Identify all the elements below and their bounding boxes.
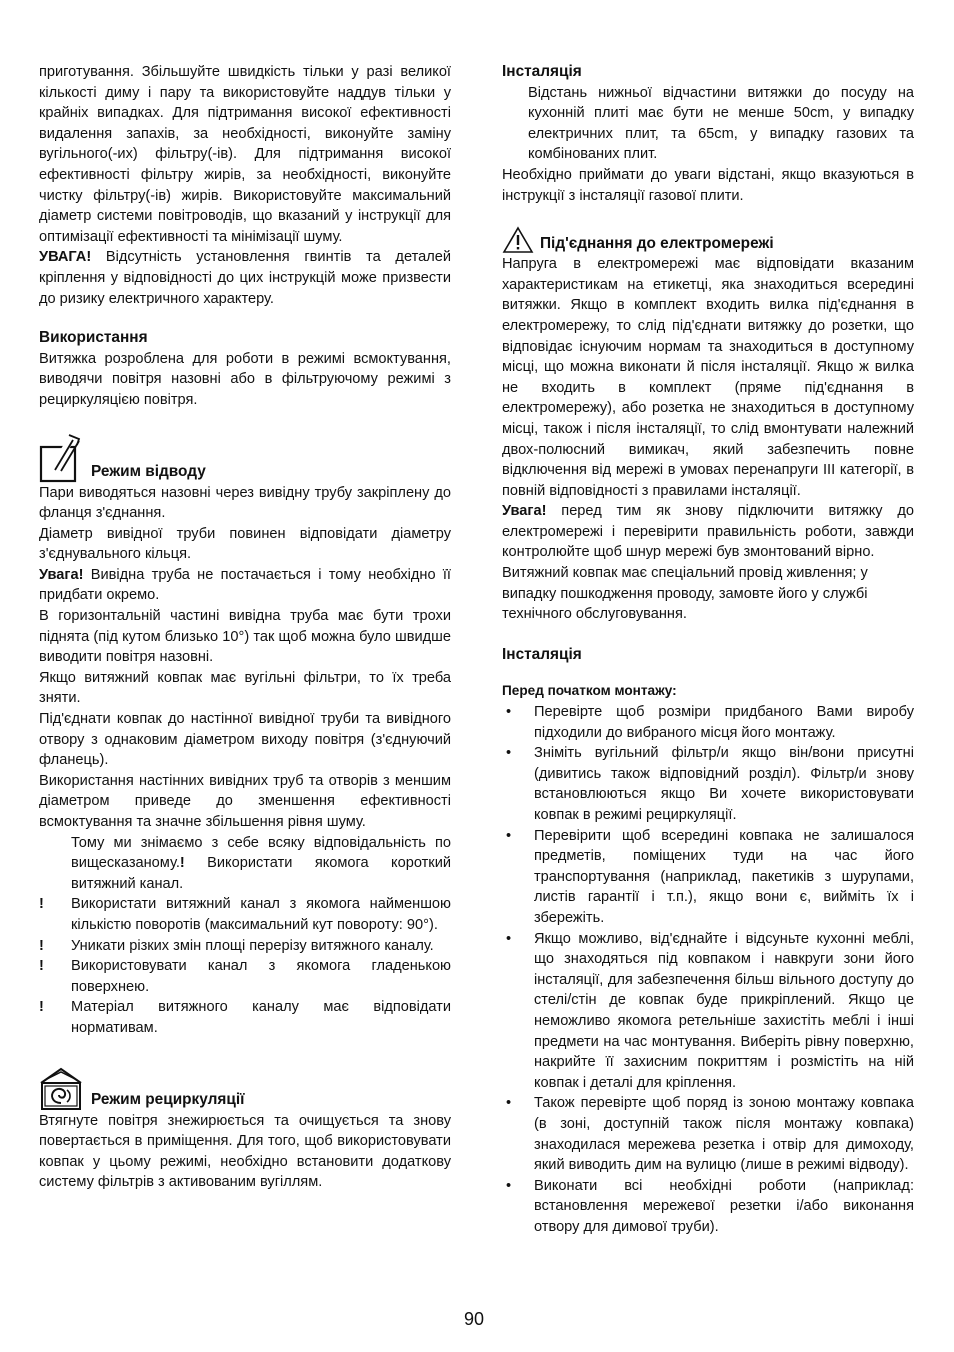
- before-item: [502, 1093, 914, 1175]
- before-item-text: Також перевірте щоб поряд із зоною монтажу ковпака (в зоні, доступній також після монтажу ковпака) знаходилася мережева резетка і отвір для димоходу, який виводить дим на вулицю (лише в режимі відводу).: [534, 1095, 914, 1174]
- exhaust-attention-text: Вивідна труба не постачається і тому необхідно її придбати окремо.: [39, 566, 451, 604]
- bullet-mark: •: [506, 704, 512, 721]
- before-item-text: Зніміть вугільний фільтр/и якщо він/вони присутні (дивитись також відповідний розділ). Фільтр/и знову встановлюються якщо Ви хочете використовувати ковпак в режимі рециркуляції.: [534, 745, 914, 823]
- exhaust-p4: Якщо витяжний ковпак має вугільні фільтри, то їх треба зняти.: [39, 669, 451, 707]
- before-item: [502, 826, 914, 929]
- before-item-text: Перевірити щоб всередині ковпака не залишалося предметів, поміщених туди на час його транспортування (наприклад, пакетиків з шурупами, листів гарантії і т.п.), якщо вони є, вийміть їх і збережіть.: [534, 827, 914, 926]
- before-mount-heading: Перед початком монтажу:: [502, 683, 677, 699]
- exhaust-item-text: Уникати різких змін площі перерізу витяжного каналу.: [71, 937, 434, 954]
- exhaust-item: [39, 936, 451, 957]
- bullet-mark: •: [506, 745, 512, 762]
- bullet-mark: •: [506, 1095, 512, 1112]
- before-item: [502, 702, 914, 743]
- recirc-heading: Режим рециркуляції: [91, 1090, 245, 1108]
- before-item-text: Якщо можливо, від'єднайте і відсуньте кухонні меблі, що знаходяться під ковпаком і навкруги зони його інсталяції, для забезпечення більш вільного доступу до стелі/стін де ковпак буде прикріплений. Якщо це неможливо якомога ретельніше захистіть меблі і інші предмети на час монтування. Виберіть рівну поверхню, накрийте її захисним покриттям і розмістіть на ній ковпак і деталі для кріплення.: [534, 930, 914, 1091]
- exhaust-item-mark: !: [39, 937, 44, 954]
- exhaust-p5: Під'єднати ковпак до настінної вивідної труби та вивідного отвору з однаковим діаметром виходу повітря (з'єднуючий фланець).: [39, 711, 451, 769]
- install-note: Необхідно приймати до уваги відстані, якщо вказуються в інструкції з інсталяції газової плити.: [502, 166, 914, 204]
- before-item: [502, 743, 914, 825]
- exhaust-heading: Режим відводу: [91, 462, 206, 480]
- warning-text: Відсутність установлення гвинтів та деталей кріплення у відповідності до цих інструкцій може призвести до ризику електричного характеру.: [39, 249, 451, 307]
- exhaust-item-text: Матеріал витяжного каналу має відповідати нормативам.: [71, 999, 451, 1036]
- exhaust-item-mark: !: [39, 999, 44, 1016]
- before-item: [502, 929, 914, 1094]
- warning-label: УВАГА!: [39, 249, 92, 266]
- exhaust-attention: [39, 565, 451, 606]
- usage-text: Витяжка розроблена для роботи в режимі всмоктування, виводячи повітря назовні або в фільтруючому режимі з рециркуляцією повітря.: [39, 350, 451, 408]
- exhaust-p1: Пари виводяться назовні через вивідну трубу закріплену до фланця з'єднання.: [39, 484, 451, 522]
- right-column: [502, 62, 914, 1237]
- bullet-mark: •: [506, 930, 512, 947]
- before-item-text: Перевірте щоб розміри придбаного Вами виробу підходили до вибраного місця його монтажу.: [534, 704, 914, 741]
- electric-attention-label: Увага!: [502, 503, 547, 520]
- electric-heading: Під'єднання до електромережі: [540, 234, 774, 252]
- page-number: 90: [464, 1309, 485, 1329]
- exhaust-p7-b: Використати якомога короткий витяжний канал.: [71, 855, 451, 892]
- exhaust-p6: Використання настінних вивідних труб та отворів з меншим діаметром приведе до зменшення ефективності всмоктування та значне збільшення рівня шуму.: [39, 772, 451, 830]
- usage-heading: Використання: [39, 329, 148, 347]
- exhaust-heading-row: [39, 431, 451, 483]
- electric-heading-row: [502, 226, 914, 254]
- exhaust-item: [39, 894, 451, 935]
- exhaust-p2: Діаметр вивідної труби повинен відповідати діаметру з'єднувального кільця.: [39, 525, 451, 563]
- install-heading: Інсталяція: [502, 63, 582, 80]
- exhaust-attention-label: Увага!: [39, 566, 84, 583]
- intro-paragraph: приготування. Збільшуйте швидкість тільки у разі великої кількості диму і пару та використовуйте наддув тільки у крайніх випадках. Для підтримання високої ефективності видалення запахів, за необхідності, виконуйте заміну вугільного(-их) фільтру(-ів). Для підтримання високої ефективності фільтру жирів, за необхідності, виконуйте чистку фільтру(-ів) жирів. Використовуйте максимальний діаметр системи повітроводів, що вказаний у інструкції для оптимізації ефективності та мінімізації шуму.: [39, 64, 451, 245]
- exhaust-item: [39, 997, 451, 1038]
- install-text: Відстань нижньої відчастини витяжки до посуду на кухонній плиті має бути не менше 50cm, у випадку електричних плит, та 65cm, у випадку газових та комбінованих плит.: [528, 84, 914, 163]
- exhaust-p3: В горизонтальній частині вивідна труба має бути трохи піднята (під кутом близько 10°) так щоб можна було швидше виводити повітря назовні.: [39, 608, 451, 666]
- warning-paragraph: [39, 247, 451, 309]
- electric-text: Напруга в електромережі має відповідати вказаним характеристикам на етикетці, яка знаходиться всередині витяжки. Якщо в комплект входить вилка під'єднання в електромережу, то слід під'єднати витяжку до розетки, що відповідає існуючим нормам та знаходиться в доступному місці, що можна виконати й після інсталяції. Якщо ж вилка не входить в комплект (пряме під'єднання в електромережу), або розетка не знаходиться в доступному місці, також і після інсталяції, то слід вмонтувати належний двох-полюсний вимикач, який забезпечить повне відключення від мережі в умовах перенапруги III категорії, в повній відповідності з правилами інсталяції.: [502, 256, 914, 499]
- exhaust-p7-a: Тому ми знімаємо з себе всяку відповідальність по вищесказаному.: [71, 834, 451, 872]
- exhaust-p7-mark: !: [179, 855, 185, 872]
- exhaust-p7: [39, 833, 451, 895]
- exhaust-item-text: Використовувати канал з якомога гладенькою поверхнею.: [71, 958, 451, 995]
- install2-heading: Інсталяція: [502, 645, 582, 663]
- exhaust-item-mark: !: [39, 958, 44, 975]
- warning-triangle-icon: [502, 226, 534, 254]
- electric-cable-text: Витяжний ковпак має спеціальний провід живлення; у випадку пошкодження проводу, замовте його у службі технічного обслуговування.: [502, 565, 868, 623]
- exhaust-item-mark: !: [39, 896, 44, 913]
- electric-attention: [502, 501, 914, 563]
- recirculation-house-icon: [39, 1067, 85, 1111]
- left-column: [39, 62, 451, 1193]
- recirc-heading-row: [39, 1067, 451, 1111]
- before-item: [502, 1176, 914, 1238]
- bullet-mark: •: [506, 1177, 512, 1194]
- exhaust-item: [39, 956, 451, 997]
- recirc-text: Втягнуте повітря знежирюється та очищується та знову повертається в приміщення. Для того, щоб використовувати ковпак у цьому режимі, необхідно встановити додаткову систему фільтрів з активованим вугіллям.: [39, 1112, 451, 1191]
- electric-attention-text: перед тим як знову підключити витяжку до електромережі і перевірити правильність роботи, завжди контролюйте щоб шнур мережі був змонтований вірно.: [502, 503, 914, 561]
- bullet-mark: •: [506, 827, 512, 844]
- exhaust-item-text: Використати витяжний канал з якомога найменшою кількістю поворотів (максимальний кут повороту: 90°).: [71, 896, 451, 933]
- before-item-text: Виконати всі необхідні роботи (наприклад: встановлення мережевої резетки і/або виконання отвору для димової труби).: [534, 1177, 914, 1235]
- exhaust-house-icon: [39, 431, 85, 483]
